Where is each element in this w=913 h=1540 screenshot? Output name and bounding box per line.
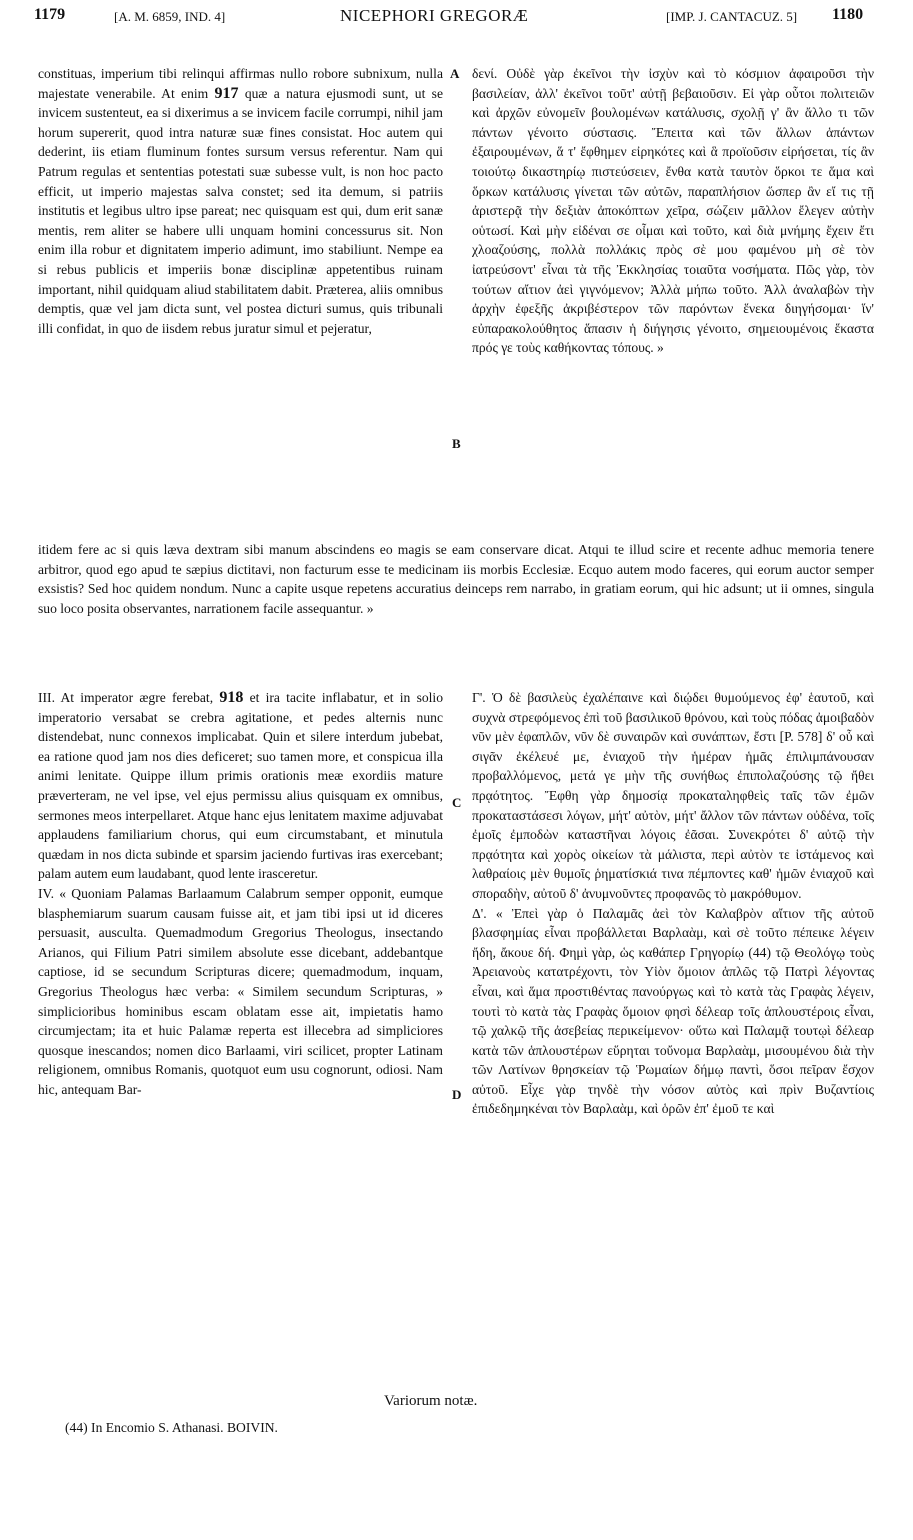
running-title: NICEPHORI GREGORÆ bbox=[340, 6, 529, 25]
latin-text: et ira tacite inflabatur, et in solio imperatorio versabat se crebra agitatione, et pedes alternis nunc distendebat, nunc connexos implicabat. Quin et silere interdum jubebat, ea ratione quod jam nos dies deficeret; suo tamen more, et conspicua illa animi lenitate. Quippe illum primis orationis meæ exordiis mature præverteram, ne vel ipse, vel ejus permissu alius quisquam ex omnibus, sermones meos interpellaret. Atque hanc ejus lenitatem maxime adjuvabat applaudens familiarium chorus, qui eum circumstabant, et minutula quædam in nos dicta subinde et sparsim jaciendo furtivas iras exercebant; palam autem eum laudabant, quod lente irasceretur. bbox=[38, 690, 444, 882]
column-number-918: 918 bbox=[219, 689, 244, 706]
column-number-917: 917 bbox=[214, 84, 239, 102]
greek-column-block2 bbox=[472, 688, 874, 1119]
greek-paragraph-gamma: Γ'. Ὁ δὲ βασιλεὺς ἐχαλέπαινε καὶ διῴδει θυμούμενος ἐφ' ἑαυτοῦ, καὶ συχνὰ στρεφόμενος ἐπὶ τοῦ βασιλικοῦ θρόνου, καὶ τοὺς πόδας ἀμοιβαδὸν νῦν μὲν ἐφαπλῶν, νῦν δὲ συναιρῶν καὶ συνάπτων, ἔστι [P. 578] δ' οὗ καὶ σιγᾶν ἐκέλευέ με, ἐνιαχοῦ τὴν ἡμέραν ἡμᾶς ἐπιλιμπάνουσαν προβαλλόμενος, μετά γε μὴν τῆς συνήθως ἐπιπολαζούσης τῷ ἤθει πρᾳότητος. Ἔφθη γὰρ δημοσίᾳ προκαταληφθεὶς ταῖς τῶν ἐμῶν προκαταστάσεσι λόγων, μήτ' αὐτὸν, μήτ' ἄλλον τῶν πάντων οὐδένα, τοῖς ἐμοῖς ἐμποδὼν καταστῆναι λόγοις ἐᾶσαι. Συνεκρότει δ' αὐτῷ τὴν πρᾳότητα καὶ χορὸς οἰκείων τὰ μάλιστα, περὶ αὐτὸν τε ἱστάμενος καὶ λαθραίοις μὲν θυμοῖς ῥηματίσκιά τινα πέμποντες καθ' ἡμῶν ἐνιαχοῦ καὶ σποραδὴν, αὐτοῦ δ' ἀνυμνοῦντες προφανῶς τὸ μακρόθυμον. bbox=[472, 690, 874, 901]
latin-text: III. At imperator ægre ferebat, bbox=[38, 690, 214, 705]
page-number-left: 1179 bbox=[34, 6, 66, 23]
latin-paragraph bbox=[38, 64, 443, 338]
notes-heading: Variorum notæ. bbox=[384, 1393, 478, 1409]
latin-text: constituas, imperium tibi relinqui affirmas nullo robore subnixum, nulla majestate venerabile. At enim bbox=[38, 66, 443, 101]
latin-paragraph-iii bbox=[38, 688, 443, 884]
latin-column-block1 bbox=[38, 64, 443, 338]
greek-paragraph: δενί. Οὐδὲ γὰρ ἐκεῖνοι τὴν ἰσχὺν καὶ τὸ κόσμιον ἀφαιροῦσι τὴν βασιλείαν, ἀλλ' ἐκεῖνοι τοῦτ' αὐτῇ βεβαιοῦσιν. Εἰ γὰρ οὗτοι πολιτειῶν καὶ ἀρχῶν εὐνομεῖν βουλομένων κατάλυσις, σχολῇ γ' ἂν ἄλλο τι τῶν πάντων γένοιτο σύστασις. Ἔπειτα καὶ τῶν ἄλλων ἁπάντων ἐξαιρουμένων, ἅ τ' ἔφθημεν εἰρηκότες καὶ ἃ προϊοῦσιν εἰρήσεται, τίς ἂν τοιούτῳ δικαστηρίῳ πιστεύσειεν, ἔνθα κατὰ ταυτὸν ὅρκοι τε ἅμα καὶ ὅρκων κατάλυσις γίνεται τῶν αὐτῶν, παραπλήσιον ὥσπερ ἂν εἴ τις τῇ ἀριστερᾷ τὴν δεξιὰν ἀποκόπτων χεῖρα, σώζειν μᾶλλον ἔλεγεν αὐτὴν οὑτωσί. Καὶ μὴν εἰδέναι σε οἶμαι καὶ τοῦτο, καὶ διὰ μνήμης ἔχειν ἔτι χλοαζούσης, πολλὰ πολλάκις πρὸς σὲ μου φαμένου μὴ σὲ τὸν ἰατρεύσοντ' εἶναι τὰ τῆς Ἐκκλησίας τοιαῦτα νοσήματα. Πῶς γὰρ, τὸν τούτων αἴτιον ἀεὶ γιγνόμενον; Ἀλλὰ μήπω τοῦτο. Ἀλλ ἀναλαβὼν τὴν ἀρχὴν ἐφεξῆς ἀκριβέστερον τῶν παρόντων ἕνεκα διηγήσομαι· ἵν' εὐπαρακολούθητος ἅπασιν ἡ διήγησις γένοιτο, σημειουμένοις ἕκαστα πρός γε τοὺς καθήκοντας τόπους. » bbox=[472, 66, 874, 356]
section-marker-c: C bbox=[452, 795, 462, 810]
latin-full-width-block bbox=[38, 540, 874, 618]
page-number-right: 1180 bbox=[832, 6, 864, 23]
latin-paragraph: itidem fere ac si quis læva dextram sibi manum abscindens eo magis se eam conservare dicat. Atqui te illud scire et recente adhuc memoria tenere arbitror, quod ego apud te sæpius dictitavi, non facturum esse te medicinam iis morbis Ecclesiæ. Ecquo autem modo faceres, qui eorum auctor semper exsistis? Sed hoc quidem nondum. Nunc a capite usque repetens accuratius deinceps rem narrabo, in gratiam eorum, qui hic adsunt; ut ii omnes, singula suo loco posita observantes, narrationem facile assequantur. » bbox=[38, 542, 874, 616]
footnote-44: (44) In Encomio S. Athanasi. BOIVIN. bbox=[65, 1420, 278, 1435]
reference-right: [IMP. J. CANTACUZ. 5] bbox=[666, 9, 798, 24]
greek-column-block1 bbox=[472, 64, 874, 358]
latin-text: quæ a natura ejusmodi sunt, ut se invicem sustenteut, ea si dixerimus a se invicem facile corrumpi, nihil jam horum supererit, quod intra naturæ suæ fines consistat. Hoc autem qui dederint, iis etiam fluminum fontes sursum versus referentur. Nam qui Patrum regulas et sententias potestati suæ subesse vult, is non hoc pacto efficit, ut imperio majestas salva constet; sed ita demum, si patriis institutis et legibus ultro ipse pareat; nec quisquam est qui, dum erit sanæ mentis, rem aliter se habere ulli unquam homini concessurus sit. Non enim illa robur et dignitatem imperio adimunt, imo stabiliunt. Nempe ea si rebus publicis et imperiis bonæ disciplinæ appetentibus ruinam important, nihil quidquam aliud stabilitatem dabit. Præterea, aliis omnibus demptis, quæ vel jam dicta sunt, vel postea dicturi sumus, quis tribunali illi confidat, in quo de iisdem rebus juratur simul et pejeratur, bbox=[38, 85, 443, 336]
reference-left: [A. M. 6859, IND. 4] bbox=[114, 9, 226, 24]
latin-paragraph-iv: IV. « Quoniam Palamas Barlaamum Calabrum semper opponit, eumque blasphemiarum suarum causam fuisse ait, et jam tibi ipsi ut id diceres persuasit, ausculta. Quemadmodum Gregorius Theologus, insectando Arianos, qui Filium Patri similem absolute esse dicebant, addebantque captiose, id se secundum Scripturas dicere; quemadmodum, inquam, Gregorius Theologus hæc verba: « Similem secundum Scripturas, » simplicioribus hominibus escam oblatam esse ait, impietatis hamo circumjectam; ita et huic Palamæ reperta est illecebra ad simpliciores quosque inescandos; nomen dico Barlaami, viri scilicet, propter Latinam religionem, omnibus Romanis, quotquot eum usu cognorunt, odiosi. Nam hic, antequam Bar- bbox=[38, 885, 443, 1097]
section-marker-a: A bbox=[450, 66, 460, 81]
page-header bbox=[34, 6, 876, 32]
latin-column-block2 bbox=[38, 688, 443, 1099]
greek-paragraph-delta: Δ'. « Ἐπεὶ γὰρ ὁ Παλαμᾶς ἀεὶ τὸν Καλαβρὸν αἴτιον τῆς αὐτοῦ βλασφημίας εἶναι προβάλλεται Βαρλαὰμ, καὶ σὲ τοῦτο πέπεικε λέγειν ἤδη, ἄκουε δή. Φημὶ γὰρ, ὡς καθάπερ Γρηγορίῳ (44) τῷ Θεολόγῳ τοὺς Ἀρειανοὺς κατατρέχοντι, τὸν Υἱὸν ὅμοιον ἁπλῶς τῷ Πατρὶ λέγοντας εἶναι, καὶ ἅμα προστιθέντας πανούργως καὶ τὸ κατὰ τὰς Γραφὰς λέγειν, τουτὶ τὸ κατὰ τὰς Γραφὰς ὅμοιον φησὶ δέλεαρ τοῖς ἁπλουστέροις εἶναι, τῷ χαλκῷ τῆς ἀσεβείας περικείμενον· οὕτω καὶ Παλαμᾷ τουτῳὶ δέλεαρ κατὰ τῶν ἁπλουστέρων εὕρηται τοὔνομα Βαρλαὰμ, μισουμένου διὰ τὴν τῶν Λατίνων θρησκείαν τῷ Ῥωμαίων δήμῳ παντὶ, ὅσοι πεῖραν ἔσχον αὐτοῦ. Εἶχε γὰρ τηνδὲ τὴν νόσον αὐτὸς καὶ πρὶν Βυζαντίοις ἐπιδεδημηκέναι τὸν Βαρλαὰμ, καὶ ὁρῶν ἐπ' ἐμοῦ τε καὶ bbox=[472, 905, 874, 1117]
section-marker-b: B bbox=[452, 436, 461, 451]
section-marker-d: D bbox=[452, 1087, 462, 1102]
